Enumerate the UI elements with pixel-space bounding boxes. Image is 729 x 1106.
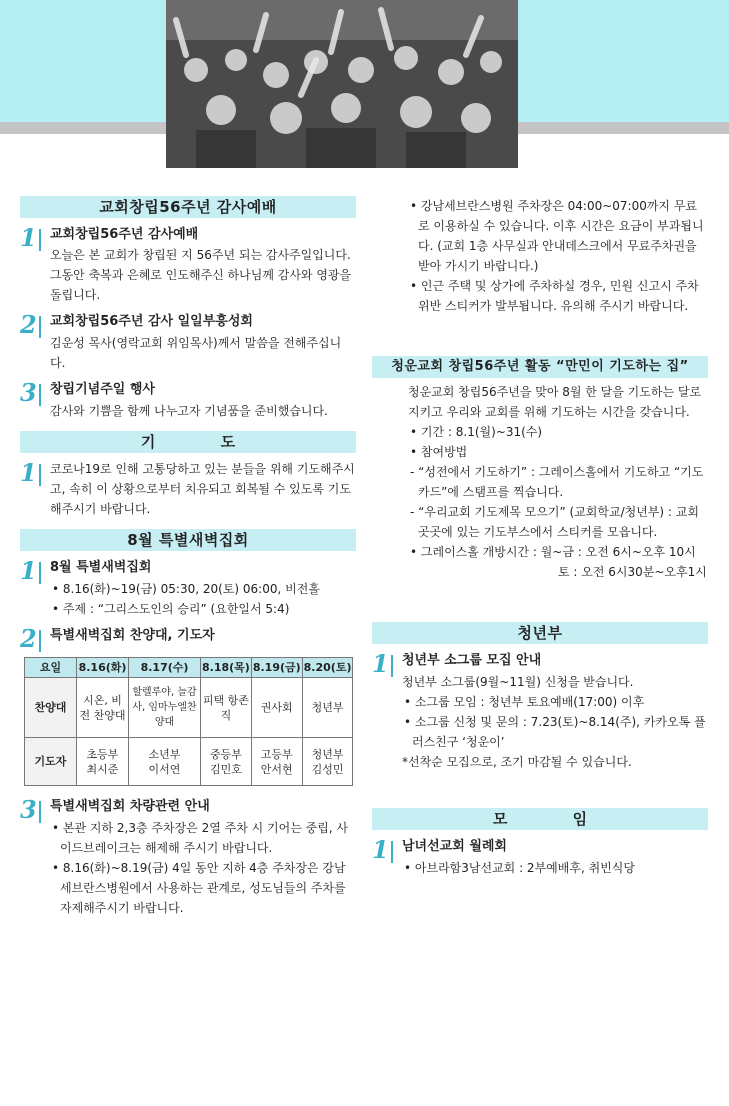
dawn-item-2 xyxy=(20,625,356,653)
photo-illustration xyxy=(166,0,518,168)
meeting-item-1 xyxy=(372,836,708,878)
prayer-item-1 xyxy=(20,459,356,519)
bullet: • 강남세브란스병원 주차장은 04:00~07:00까지 무료로 이용하실 수 있습니다. 이후 시간은 요금이 부과됩니다. (교회 1층 사무실과 안내데스크에서 무료주차권을 받아 가시기 바랍니다.) xyxy=(410,199,704,273)
table-header: 8.18(목) xyxy=(201,658,252,678)
left-column xyxy=(20,196,356,918)
section-header-dawn: 8월 특별새벽집회 xyxy=(20,529,356,551)
bullet: • 본관 지하 2,3층 주차장은 2열 주차 시 기어는 중립, 사이드브레이크는 해제해 주시기 바랍니다. xyxy=(52,821,349,855)
item-title: 8월 특별새벽집회 xyxy=(50,560,152,575)
prayer-house-body xyxy=(372,382,708,582)
row-label: 기도자 xyxy=(25,738,77,786)
table-cell: 시온, 비전 찬양대 xyxy=(77,678,129,738)
table-header: 8.20(토) xyxy=(302,658,353,678)
right-column xyxy=(372,196,708,878)
section-header-prayer: 기 도 xyxy=(20,431,356,453)
table-cell: 중등부 김민호 xyxy=(201,738,252,786)
item-number: 1 xyxy=(372,650,402,772)
item-number: 1 xyxy=(20,459,50,519)
bullet: • 아브라함3남선교회 : 2부예배후, 취빈식당 xyxy=(404,861,635,875)
table-header: 8.19(금) xyxy=(251,658,302,678)
table-cell: 초등부 최시준 xyxy=(77,738,129,786)
bullet: • 8.16(화)~19(금) 05:30, 20(토) 06:00, 비전홀 xyxy=(52,582,320,596)
item-title: 교회창립56주년 감사 일일부흥성회 xyxy=(50,314,253,329)
item-title: 교회창립56주년 감사예배 xyxy=(50,227,199,242)
item-title: 남녀선교회 월례회 xyxy=(402,839,507,854)
bullet: • 소그룹 신청 및 문의 : 7.23(토)~8.14(주), 카카오톡 플러스친구 ‘청운이’ xyxy=(404,715,706,749)
bullet: • 인근 주택 및 상가에 주차하실 경우, 민원 신고시 주차위반 스티커가 발부됩니다. 유의해 주시기 바랍니다. xyxy=(410,279,699,313)
row-label: 찬양대 xyxy=(25,678,77,738)
item-text: 청년부 소그룹(9월~11월) 신청을 받습니다. xyxy=(402,675,634,689)
item-number: 1 xyxy=(20,224,50,305)
item-title: 창립기념주일 행사 xyxy=(50,382,155,397)
item-text: 오늘은 본 교회가 창립된 지 56주년 되는 감사주일입니다. 그동안 축복과 은혜로 인도해주신 하나님께 감사와 영광을 돌립니다. xyxy=(50,248,352,302)
item-number: 2 xyxy=(20,625,50,653)
table-cell: 청년부 김성민 xyxy=(302,738,353,786)
table-row xyxy=(25,738,353,786)
dawn-item-3 xyxy=(20,796,356,918)
table-cell: 권사회 xyxy=(251,678,302,738)
section-header-youth: 청년부 xyxy=(372,622,708,644)
anniversary-item-2 xyxy=(20,311,356,373)
dawn-item-1 xyxy=(20,557,356,619)
item-number: 3 xyxy=(20,379,50,421)
table-row xyxy=(25,658,353,678)
table-header: 요일 xyxy=(25,658,77,678)
anniversary-item-1 xyxy=(20,224,356,305)
item-text: 김운성 목사(영락교회 위임목사)께서 말씀을 전해주십니다. xyxy=(50,336,342,370)
item-text: 코로나19로 인해 고통당하고 있는 분들을 위해 기도해주시고, 속히 이 상황으로부터 치유되고 회복될 수 있도록 기도해주시기 바랍니다. xyxy=(50,462,355,516)
youth-item-1 xyxy=(372,650,708,772)
table-cell: 피택 항존직 xyxy=(201,678,252,738)
table-cell: 소년부 이서연 xyxy=(129,738,201,786)
hours-saturday: 토 : 오전 6시30분~오후1시 xyxy=(558,565,707,579)
bullet: - “성전에서 기도하기” : 그레이스홀에서 기도하고 “기도카드”에 스탬프를 찍습니다. xyxy=(410,465,704,499)
table-cell: 고등부 안서현 xyxy=(251,738,302,786)
item-number: 3 xyxy=(20,796,50,918)
table-cell: 청년부 xyxy=(302,678,353,738)
item-number: 1 xyxy=(372,836,402,878)
section-header-meeting: 모 임 xyxy=(372,808,708,830)
item-text: 감사와 기쁨을 함께 나누고자 기념품을 준비했습니다. xyxy=(50,404,328,418)
item-number: 1 xyxy=(20,557,50,619)
congregation-photo xyxy=(166,0,518,168)
anniversary-item-3 xyxy=(20,379,356,421)
item-number: 2 xyxy=(20,311,50,373)
table-header: 8.17(수) xyxy=(129,658,201,678)
bullet: • 참여방법 xyxy=(410,445,468,459)
item-title: 청년부 소그룹 모집 안내 xyxy=(402,653,542,668)
schedule-table xyxy=(24,657,353,786)
table-cell: 할렐루야, 늘감사, 임마누엘찬양대 xyxy=(129,678,201,738)
intro-text: 청운교회 창립56주년을 맞아 8월 한 달을 기도하는 달로 지키고 우리와 교회를 위해 기도하는 시간을 갖습니다. xyxy=(408,385,702,419)
table-header: 8.16(화) xyxy=(77,658,129,678)
section-header-anniversary: 교회창립56주년 감사예배 xyxy=(20,196,356,218)
item-title: 특별새벽집회 차량관련 안내 xyxy=(50,799,210,814)
bullet: • 주제 : “그리스도인의 승리” (요한일서 5:4) xyxy=(52,602,290,616)
bullet: • 소그룹 모임 : 청년부 토요예배(17:00) 이후 xyxy=(404,695,645,709)
item-title: 특별새벽집회 찬양대, 기도자 xyxy=(50,628,215,643)
section-header-prayer-house: 청운교회 창립56주년 활동 “만민이 기도하는 집” xyxy=(372,356,708,378)
bullet: • 기간 : 8.1(월)~31(수) xyxy=(410,425,543,439)
bullet: • 8.16(화)~8.19(금) 4일 동안 지하 4층 주차장은 강남세브란스병원에서 사용하는 관계로, 성도님들의 주차를 자제해주시기 바랍니다. xyxy=(52,861,346,915)
bullet: • 그레이스홀 개방시간 : 월~금 : 오전 6시~오후 10시 xyxy=(410,545,696,559)
note: *선착순 모집으로, 조기 마감될 수 있습니다. xyxy=(402,755,632,769)
table-row xyxy=(25,678,353,738)
bullet: - “우리교회 기도제목 모으기” (교회학교/청년부) : 교회 곳곳에 있는 기도부스에서 스티커를 모읍니다. xyxy=(410,505,699,539)
